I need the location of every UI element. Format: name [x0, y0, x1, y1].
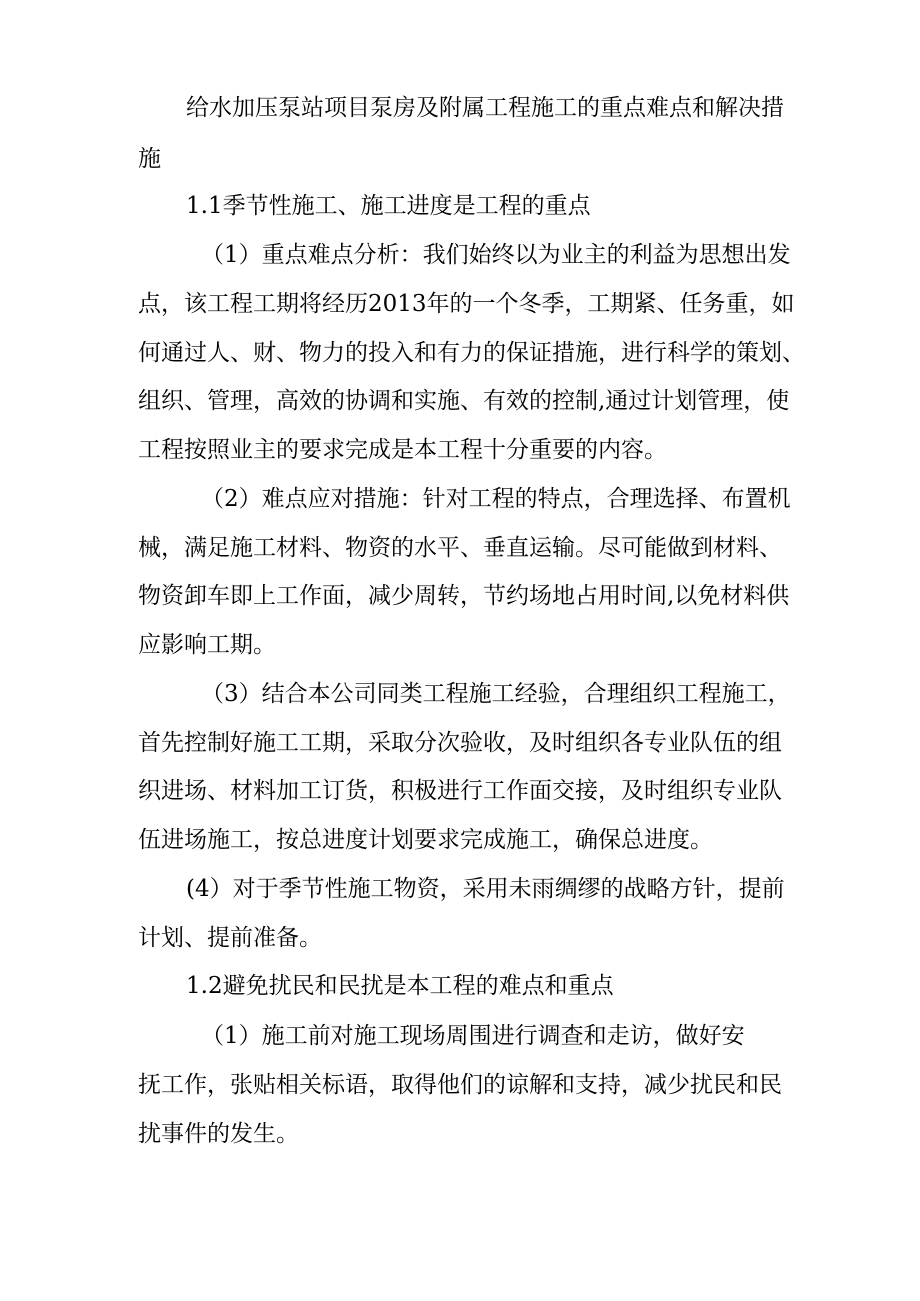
section-1-para-1-line: 点，该工程工期将经历2013年的一个冬季，工期紧、任务重，如: [138, 291, 795, 317]
document-title-line-1: 给水加压泵站项目泵房及附属工程施工的重点难点和解决措: [186, 95, 784, 121]
section-1-para-2-line: （2）难点应对措施：针对工程的特点，合理选择、布置机: [201, 486, 791, 512]
section-1-para-2-line: 应影响工期。: [138, 632, 276, 658]
document-title-line-2: 施: [138, 146, 161, 172]
section-1-para-4-line: 计划、提前准备。: [138, 925, 322, 951]
section-2-para-1-line: 扰事件的发生。: [138, 1121, 299, 1147]
section-1-para-2-line: 械，满足施工材料、物资的水平、垂直运输。尽可能做到材料、: [138, 535, 782, 561]
section-1-para-4-line: (4）对于季节性施工物资，采用未雨绸缪的战略方针，提前: [186, 876, 785, 902]
section-1-para-2-line: 物资卸车即上工作面，减少周转，节约场地占用时间,以免材料供: [138, 583, 790, 609]
section-1-para-1-line: 组织、管理，高效的协调和实施、有效的控制,通过计划管理，使: [138, 388, 790, 414]
section-2-para-1-line: （1）施工前对施工现场周围进行调查和走访，做好安: [201, 1023, 745, 1049]
section-1-para-3-line: 织进场、材料加工订货，积极进行工作面交接，及时组织专业队: [138, 778, 782, 804]
section-2-para-1-line: 抚工作，张贴相关标语，取得他们的谅解和支持，减少扰民和民: [138, 1072, 782, 1098]
section-2-heading: 1.2避免扰民和民扰是本工程的难点和重点: [186, 973, 614, 999]
section-1-para-3-line: （3）结合本公司同类工程施工经验，合理组织工程施工，: [201, 681, 791, 707]
section-1-para-1-line: 何通过人、财、物力的投入和有力的保证措施，进行科学的策划、: [138, 340, 805, 366]
section-1-para-3-line: 伍进场施工，按总进度计划要求完成施工，确保总进度。: [138, 827, 713, 853]
section-1-para-1-line: 工程按照业主的要求完成是本工程十分重要的内容。: [138, 437, 667, 463]
section-1-para-3-line: 首先控制好施工工期，采取分次验收，及时组织各专业队伍的组: [138, 730, 782, 756]
section-1-para-1-line: （1）重点难点分析：我们始终以为业主的利益为思想出发: [201, 242, 791, 268]
section-1-heading: 1.1季节性施工、施工进度是工程的重点: [186, 193, 591, 219]
